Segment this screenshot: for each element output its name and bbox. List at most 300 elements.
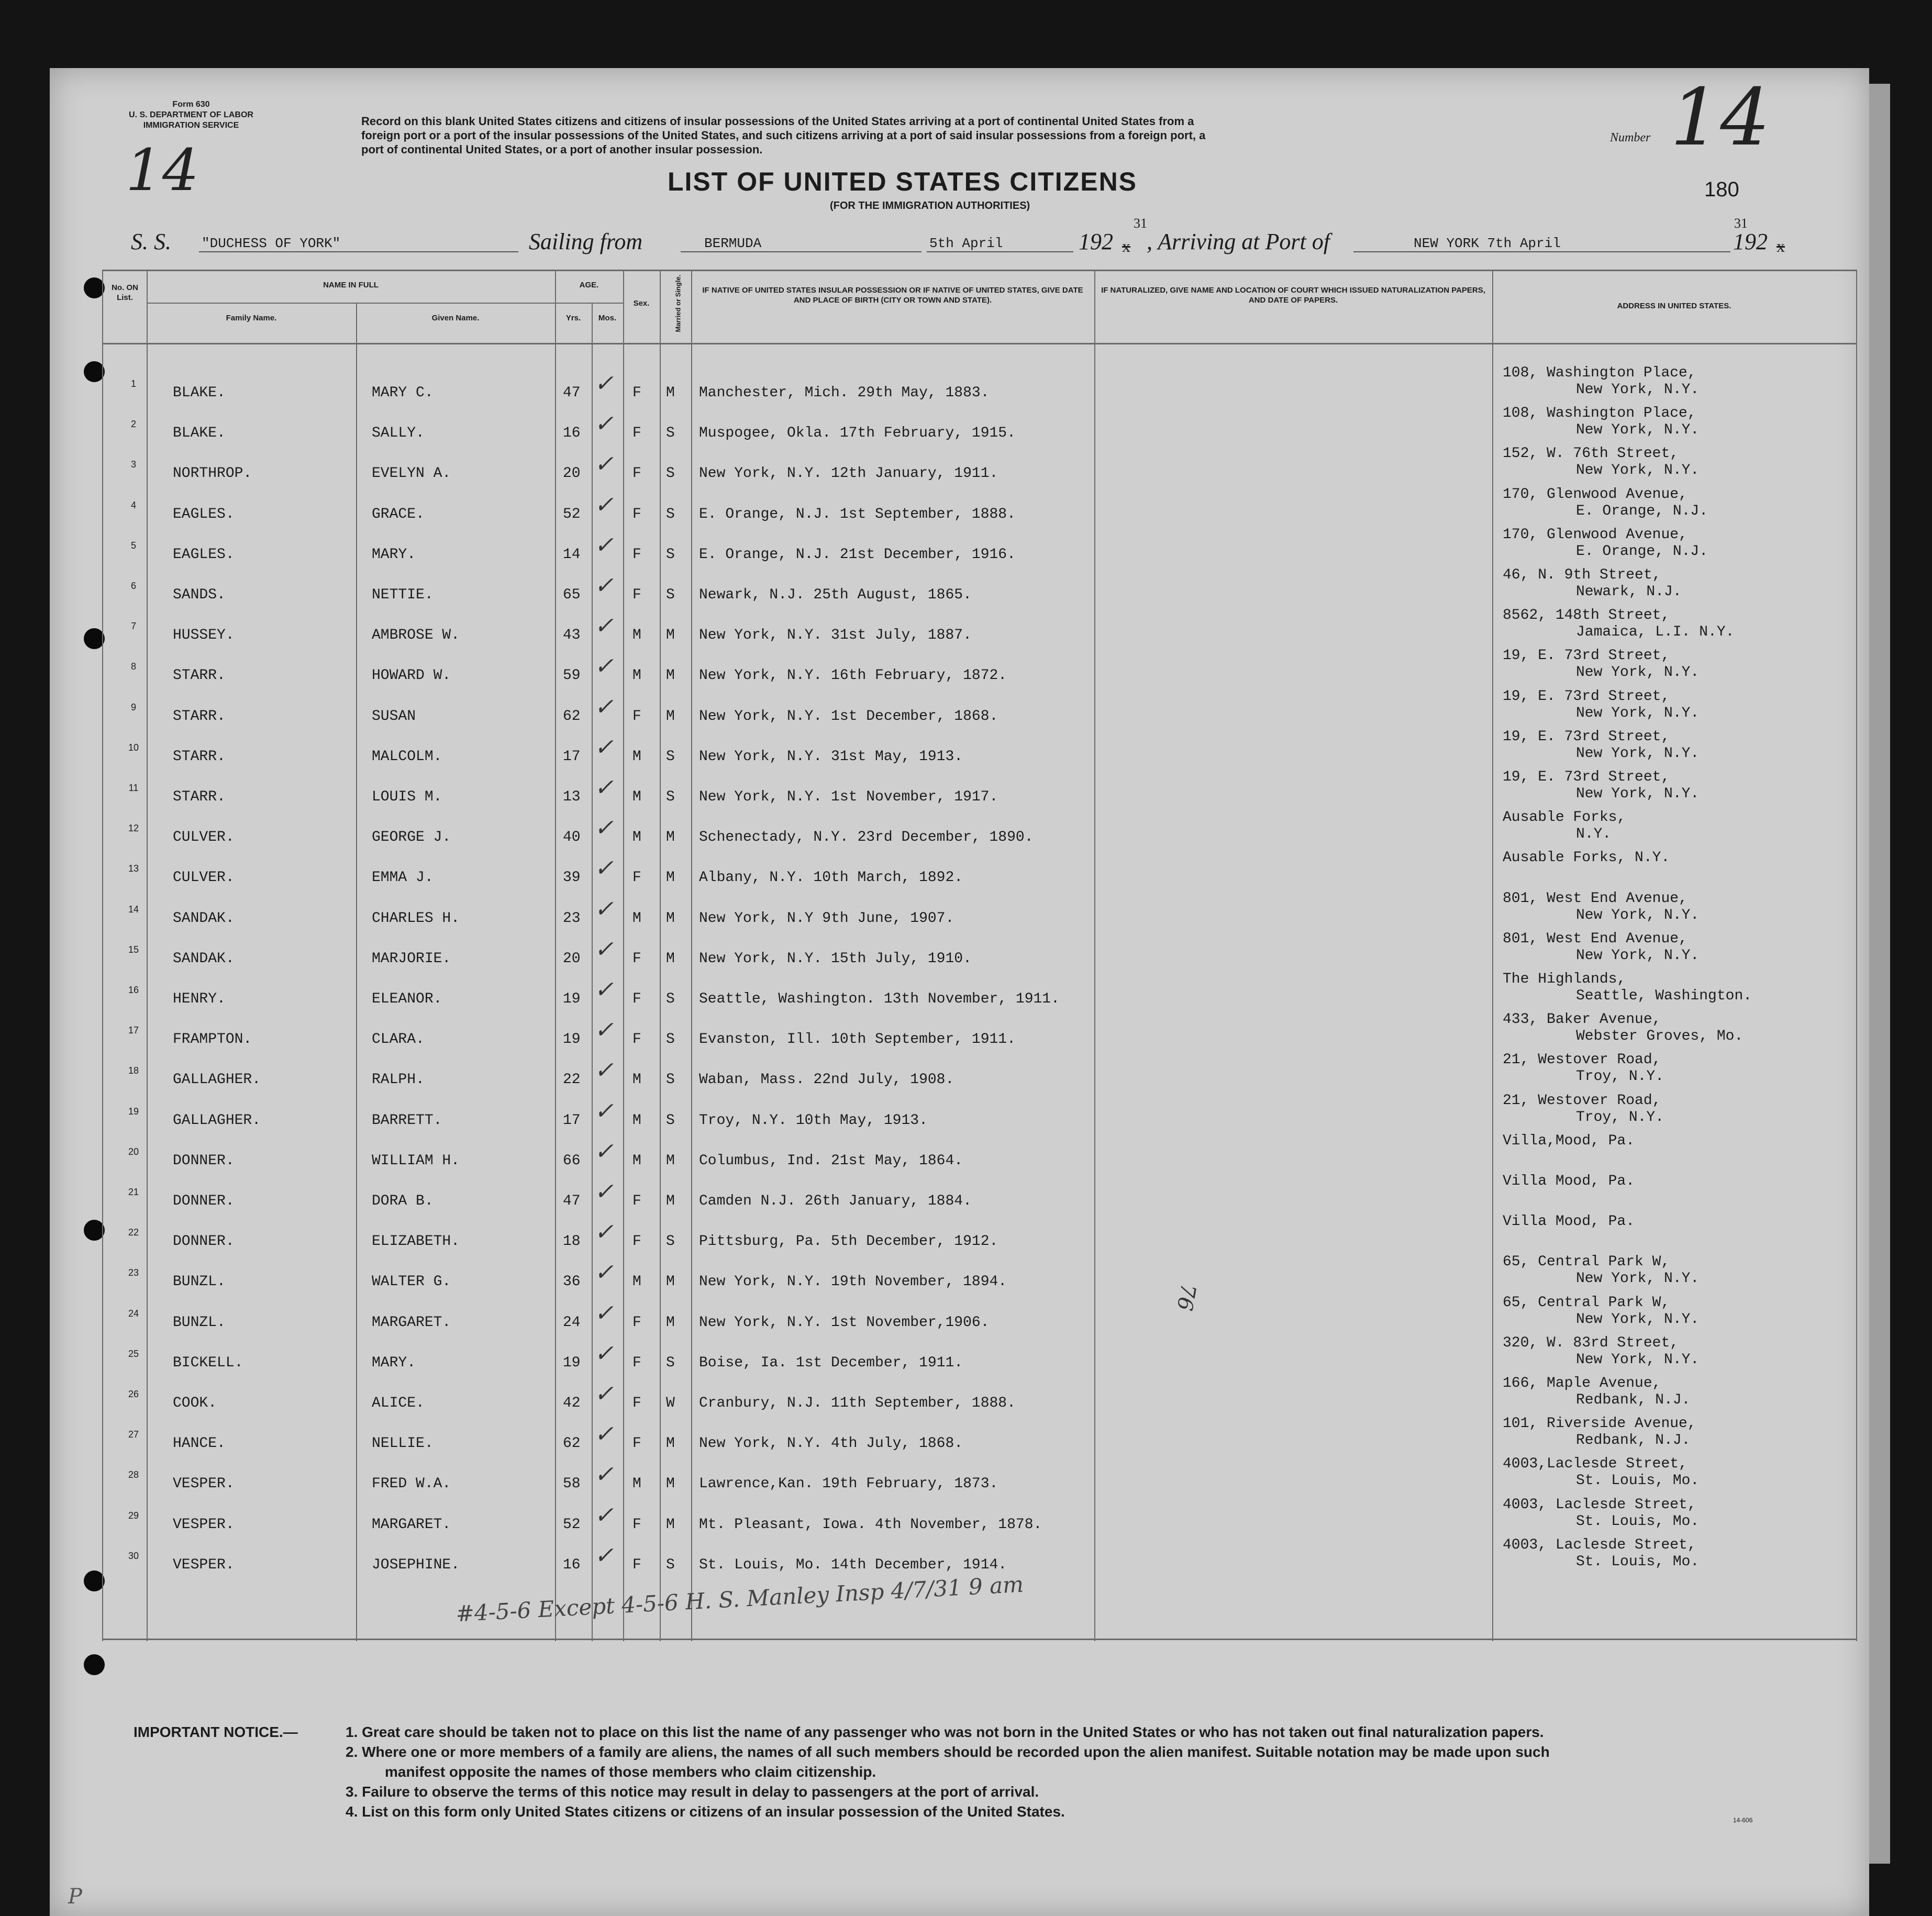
- address-line-1: 19, E. 73rd Street,: [1503, 648, 1670, 664]
- handwritten-number: 14: [1670, 72, 1770, 163]
- notice-item: manifest opposite the names of those members who claim citizenship.: [385, 1764, 876, 1780]
- row-number: 10: [128, 742, 139, 753]
- check-mark-icon: ✓: [594, 451, 614, 477]
- sex: F: [632, 1557, 641, 1573]
- punch-hole: [84, 277, 105, 298]
- family-name: SANDAK.: [173, 910, 235, 927]
- arriving-year: 192: [1733, 229, 1768, 254]
- row-number: 24: [128, 1308, 139, 1319]
- family-name: BUNZL.: [173, 1315, 226, 1331]
- family-name: CULVER.: [173, 870, 235, 886]
- address-line-2: Troy, N.Y.: [1576, 1068, 1664, 1085]
- check-mark-icon: ✓: [594, 1380, 614, 1407]
- address-line-2: New York, N.Y.: [1576, 422, 1700, 438]
- sex: M: [632, 749, 641, 765]
- birth-info: New York, N.Y. 1st November, 1917.: [699, 789, 998, 805]
- given-name: GEORGE J.: [372, 829, 451, 845]
- sex: F: [632, 465, 641, 482]
- sex: F: [632, 1315, 641, 1331]
- sex: F: [632, 1435, 641, 1452]
- age-years: 43: [563, 627, 581, 643]
- sex: F: [632, 385, 641, 401]
- family-name: SANDAK.: [173, 951, 235, 967]
- punch-hole: [84, 1654, 105, 1675]
- marital-status: S: [666, 749, 675, 765]
- birth-info: New York, N.Y. 31st July, 1887.: [699, 627, 972, 643]
- address-line-1: 19, E. 73rd Street,: [1503, 769, 1670, 785]
- check-mark-icon: ✓: [594, 1259, 614, 1286]
- sex: F: [632, 870, 641, 886]
- address-line-1: 46, N. 9th Street,: [1503, 567, 1661, 583]
- sex: F: [632, 425, 641, 441]
- given-name: DORA B.: [372, 1193, 434, 1209]
- given-name: FRED W.A.: [372, 1476, 451, 1492]
- address-line-1: Ausable Forks,: [1503, 809, 1626, 826]
- marital-status: S: [666, 789, 675, 805]
- age-years: 39: [563, 870, 581, 886]
- marital-status: S: [666, 587, 675, 603]
- sex: F: [632, 951, 641, 967]
- birth-info: St. Louis, Mo. 14th December, 1914.: [699, 1557, 1007, 1573]
- sex: F: [632, 991, 641, 1007]
- intro-line: Record on this blank United States citizens and citizens of insular possessions of the United States arriving at a port of continental United States from a: [361, 115, 1194, 128]
- header-yrs: Yrs.: [565, 314, 581, 322]
- given-name: CLARA.: [372, 1031, 425, 1048]
- given-name: MARJORIE.: [372, 951, 451, 967]
- address-line-2: New York, N.Y.: [1576, 745, 1700, 762]
- given-name: HOWARD W.: [372, 667, 451, 684]
- check-mark-icon: ✓: [594, 1421, 614, 1447]
- age-years: 42: [563, 1395, 581, 1411]
- sailing-label: Sailing from: [529, 229, 643, 254]
- marital-status: M: [666, 910, 675, 927]
- arriving-label: , Arriving at Port of: [1147, 229, 1330, 254]
- header-birth: IF NATIVE OF UNITED STATES INSULAR POSSESSION OR IF NATIVE OF UNITED STATES, GIVE DATE AND PLACE OF BIRTH (CITY OR TOWN AND STATE).: [702, 286, 1083, 305]
- row-number: 29: [128, 1510, 139, 1521]
- age-years: 52: [563, 506, 581, 522]
- family-name: EAGLES.: [173, 547, 235, 563]
- table-header-rule: [102, 343, 1856, 344]
- row-number: 12: [128, 823, 139, 833]
- header-given-name: Given Name.: [431, 314, 480, 322]
- marital-status: S: [666, 1112, 675, 1129]
- sex: F: [632, 1395, 641, 1411]
- service: IMMIGRATION SERVICE: [143, 121, 239, 130]
- age-years: 17: [563, 1112, 581, 1129]
- check-mark-icon: ✓: [594, 976, 614, 1003]
- age-years: 58: [563, 1476, 581, 1492]
- birth-info: Mt. Pleasant, Iowa. 4th November, 1878.: [699, 1517, 1042, 1533]
- row-number: 17: [128, 1025, 139, 1035]
- marital-status: S: [666, 1557, 675, 1573]
- header-name-full: NAME IN FULL: [323, 281, 379, 289]
- address-line-1: 166, Maple Avenue,: [1503, 1375, 1661, 1391]
- family-name: DONNER.: [173, 1153, 235, 1169]
- address-line-1: Villa,Mood, Pa.: [1503, 1133, 1635, 1149]
- row-number: 6: [130, 581, 136, 591]
- family-name: EAGLES.: [173, 506, 235, 522]
- family-name: STARR.: [173, 708, 226, 725]
- address-line-2: New York, N.Y.: [1576, 462, 1700, 478]
- address-line-1: 152, W. 76th Street,: [1503, 445, 1679, 462]
- marital-status: S: [666, 991, 675, 1007]
- row-number: 11: [128, 783, 139, 793]
- row-number: 30: [128, 1551, 139, 1561]
- sex: F: [632, 506, 641, 522]
- marital-status: M: [666, 708, 675, 725]
- sex: F: [632, 1233, 641, 1250]
- address-line-1: 170, Glenwood Avenue,: [1503, 486, 1687, 503]
- sex: M: [632, 829, 641, 845]
- header-sex: Sex.: [633, 299, 650, 308]
- page-subtitle: (FOR THE IMMIGRATION AUTHORITIES): [830, 200, 1030, 211]
- age-years: 20: [563, 465, 581, 482]
- address-line-1: Villa Mood, Pa.: [1503, 1173, 1635, 1189]
- notice-item: 2. Where one or more members of a family are aliens, the names of all such members should be recorded upon the alien manifest. Suitable notation may be made upon such: [346, 1744, 1550, 1760]
- check-mark-icon: ✓: [594, 815, 614, 841]
- address-line-2: New York, N.Y.: [1576, 948, 1700, 964]
- footer-code: 14-606: [1733, 1817, 1753, 1824]
- address-line-1: 4003,Laclesde Street,: [1503, 1456, 1687, 1472]
- address-line-1: 19, E. 73rd Street,: [1503, 729, 1670, 745]
- birth-info: Cranbury, N.J. 11th September, 1888.: [699, 1395, 1016, 1411]
- sex: M: [632, 1153, 641, 1169]
- age-years: 19: [563, 1355, 581, 1371]
- given-name: EMMA J.: [372, 870, 434, 886]
- family-name: VESPER.: [173, 1517, 235, 1533]
- header-age: AGE.: [579, 281, 599, 289]
- notice-item: 1. Great care should be taken not to place on this list the name of any passenger who was not born in the United States or who has not taken out final naturalization papers.: [346, 1724, 1544, 1740]
- marital-status: S: [666, 1355, 675, 1371]
- age-years: 62: [563, 708, 581, 725]
- sailing-year-correction: 31: [1134, 216, 1147, 231]
- marital-status: S: [666, 547, 675, 563]
- marital-status: S: [666, 425, 675, 441]
- marital-status: M: [666, 385, 675, 401]
- sex: F: [632, 1355, 641, 1371]
- sex: F: [632, 1031, 641, 1048]
- address-line-1: 108, Washington Place,: [1503, 405, 1696, 421]
- row-number: 25: [128, 1349, 139, 1359]
- age-years: 62: [563, 1435, 581, 1452]
- birth-info: Camden N.J. 26th January, 1884.: [699, 1193, 972, 1209]
- row-number: 4: [130, 500, 136, 510]
- age-years: 23: [563, 910, 581, 927]
- family-name: STARR.: [173, 749, 226, 765]
- notice-item: 4. List on this form only United States citizens or citizens of an insular possession of the United States.: [346, 1803, 1065, 1820]
- arriving-port: NEW YORK 7th April: [1414, 236, 1561, 251]
- notice-heading: IMPORTANT NOTICE.—: [134, 1724, 298, 1740]
- row-number: 13: [128, 863, 139, 874]
- family-name: GALLAGHER.: [173, 1112, 261, 1129]
- header-family-name: Family Name.: [226, 314, 277, 322]
- header-address: ADDRESS IN UNITED STATES.: [1617, 302, 1731, 310]
- address-line-1: 19, E. 73rd Street,: [1503, 688, 1670, 705]
- family-name: DONNER.: [173, 1233, 235, 1250]
- family-name: HUSSEY.: [173, 627, 235, 643]
- given-name: MARGARET.: [372, 1315, 451, 1331]
- age-years: 52: [563, 1517, 581, 1533]
- given-name: MARY C.: [372, 385, 434, 401]
- address-line-2: E. Orange, N.J.: [1576, 543, 1708, 560]
- given-name: SUSAN: [372, 708, 416, 725]
- form-number: Form 630: [172, 100, 210, 109]
- family-name: VESPER.: [173, 1557, 235, 1573]
- birth-info: Newark, N.J. 25th August, 1865.: [699, 587, 972, 603]
- family-name: FRAMPTON.: [173, 1031, 252, 1048]
- intro-line: port of continental United States, or a port of another insular possession.: [361, 143, 763, 156]
- check-mark-icon: ✓: [594, 653, 614, 679]
- given-name: MALCOLM.: [372, 749, 442, 765]
- marital-status: M: [666, 1315, 675, 1331]
- address-line-2: Jamaica, L.I. N.Y.: [1576, 624, 1735, 640]
- marital-status: M: [666, 1517, 675, 1533]
- given-name: WILLIAM H.: [372, 1153, 460, 1169]
- birth-info: Pittsburg, Pa. 5th December, 1912.: [699, 1233, 998, 1250]
- handwritten-page-number: 14: [126, 137, 199, 204]
- check-mark-icon: ✓: [594, 694, 614, 720]
- check-mark-icon: ✓: [594, 1502, 614, 1529]
- marital-status: M: [666, 951, 675, 967]
- sailing-from: BERMUDA: [704, 236, 762, 251]
- row-number: 18: [128, 1065, 139, 1076]
- age-years: 19: [563, 991, 581, 1007]
- marital-status: M: [666, 870, 675, 886]
- marital-status: S: [666, 1031, 675, 1048]
- stamp-number: 180: [1704, 178, 1739, 201]
- given-name: EVELYN A.: [372, 465, 451, 482]
- age-years: 19: [563, 1031, 581, 1048]
- check-mark-icon: ✓: [594, 1057, 614, 1084]
- notice-item: 3. Failure to observe the terms of this notice may result in delay to passengers at the port of arrival.: [346, 1784, 1039, 1800]
- check-mark-icon: ✓: [594, 936, 614, 963]
- given-name: MARY.: [372, 1355, 416, 1371]
- address-line-2: Redbank, N.J.: [1576, 1392, 1691, 1408]
- address-line-1: 65, Central Park W,: [1503, 1254, 1670, 1270]
- birth-info: Seattle, Washington. 13th November, 1911.: [699, 991, 1060, 1007]
- marital-status: M: [666, 627, 675, 643]
- punch-hole: [84, 1220, 105, 1241]
- check-mark-icon: ✓: [594, 1542, 614, 1569]
- birth-info: New York, N.Y. 1st November,1906.: [699, 1315, 990, 1331]
- address-line-2: Webster Groves, Mo.: [1576, 1028, 1744, 1044]
- address-line-2: Seattle, Washington.: [1576, 988, 1752, 1004]
- marital-status: M: [666, 1193, 675, 1209]
- birth-info: New York, N.Y. 4th July, 1868.: [699, 1435, 963, 1452]
- age-years: 59: [563, 667, 581, 684]
- family-name: NORTHROP.: [173, 465, 252, 482]
- address-line-1: Ausable Forks, N.Y.: [1503, 850, 1670, 866]
- address-line-1: 433, Baker Avenue,: [1503, 1011, 1661, 1028]
- address-line-1: 65, Central Park W,: [1503, 1295, 1670, 1311]
- birth-info: E. Orange, N.J. 1st September, 1888.: [699, 506, 1016, 522]
- check-mark-icon: ✓: [594, 734, 614, 761]
- check-mark-icon: ✓: [594, 612, 614, 639]
- address-line-2: St. Louis, Mo.: [1576, 1513, 1700, 1530]
- age-years: 65: [563, 587, 581, 603]
- department: U. S. DEPARTMENT OF LABOR: [129, 110, 253, 119]
- address-line-2: New York, N.Y.: [1576, 1352, 1700, 1368]
- address-line-2: Redbank, N.J.: [1576, 1432, 1691, 1449]
- marital-status: M: [666, 1153, 675, 1169]
- ss-label: S. S.: [131, 229, 171, 254]
- age-years: 20: [563, 951, 581, 967]
- family-name: SANDS.: [173, 587, 226, 603]
- age-years: 66: [563, 1153, 581, 1169]
- inspector-signature: #4-5-6 Except 4-5-6 H. S. Manley Insp 4/7/31 9 am: [455, 1571, 1025, 1627]
- punch-hole: [84, 628, 105, 649]
- sex: M: [632, 789, 641, 805]
- marital-status: M: [666, 667, 675, 684]
- table-bottom-rule: [102, 1639, 1856, 1640]
- row-number: 19: [128, 1106, 139, 1117]
- family-name: BUNZL.: [173, 1274, 226, 1290]
- marital-status: S: [666, 1072, 675, 1088]
- address-line-1: 801, West End Avenue,: [1503, 931, 1687, 947]
- given-name: NETTIE.: [372, 587, 434, 603]
- corner-mark: P: [68, 1885, 82, 1909]
- given-name: SALLY.: [372, 425, 425, 441]
- family-name: BLAKE.: [173, 425, 226, 441]
- row-number: 21: [128, 1187, 139, 1197]
- address-line-2: New York, N.Y.: [1576, 1271, 1700, 1287]
- age-years: 47: [563, 385, 581, 401]
- family-name: DONNER.: [173, 1193, 235, 1209]
- row-number: 20: [128, 1146, 139, 1157]
- row-number: 14: [128, 904, 139, 915]
- sailing-date: 5th April: [929, 236, 1003, 251]
- birth-info: Evanston, Ill. 10th September, 1911.: [699, 1031, 1016, 1048]
- header-no: No. ON List.: [112, 283, 138, 302]
- header-mos: Mos.: [598, 314, 617, 322]
- sex: M: [632, 1274, 641, 1290]
- marital-status: W: [666, 1395, 675, 1411]
- sex: M: [632, 1112, 641, 1129]
- marital-status: S: [666, 1233, 675, 1250]
- check-mark-icon: ✓: [594, 1340, 614, 1367]
- birth-info: Albany, N.Y. 10th March, 1892.: [699, 870, 963, 886]
- family-name: STARR.: [173, 667, 226, 684]
- row-number: 26: [128, 1389, 139, 1399]
- address-line-1: Villa Mood, Pa.: [1503, 1213, 1635, 1230]
- marital-status: S: [666, 465, 675, 482]
- sex: M: [632, 667, 641, 684]
- side-number: 76: [1172, 1282, 1201, 1313]
- row-number: 2: [130, 419, 136, 429]
- marital-status: M: [666, 829, 675, 845]
- address-line-1: 801, West End Avenue,: [1503, 890, 1687, 907]
- address-line-1: 320, W. 83rd Street,: [1503, 1335, 1679, 1351]
- given-name: BARRETT.: [372, 1112, 442, 1129]
- address-line-2: New York, N.Y.: [1576, 786, 1700, 802]
- address-line-1: 21, Westover Road,: [1503, 1052, 1661, 1068]
- row-number: 1: [130, 378, 136, 389]
- address-line-2: New York, N.Y.: [1576, 382, 1700, 398]
- birth-info: New York, N.Y 9th June, 1907.: [699, 910, 954, 927]
- age-years: 47: [563, 1193, 581, 1209]
- row-number: 3: [130, 459, 136, 470]
- age-years: 40: [563, 829, 581, 845]
- birth-info: Boise, Ia. 1st December, 1911.: [699, 1355, 963, 1371]
- check-mark-icon: ✓: [594, 1178, 614, 1205]
- address-line-1: 4003, Laclesde Street,: [1503, 1537, 1696, 1553]
- given-name: LOUIS M.: [372, 789, 442, 805]
- family-name: HANCE.: [173, 1435, 226, 1452]
- check-mark-icon: ✓: [594, 896, 614, 922]
- given-name: CHARLES H.: [372, 910, 460, 927]
- age-years: 24: [563, 1315, 581, 1331]
- given-name: WALTER G.: [372, 1274, 451, 1290]
- address-line-1: 108, Washington Place,: [1503, 365, 1696, 381]
- row-number: 9: [130, 702, 136, 712]
- check-mark-icon: ✓: [594, 1461, 614, 1488]
- header-naturalized: IF NATURALIZED, GIVE NAME AND LOCATION OF COURT WHICH ISSUED NATURALIZATION PAPERS, AND DATE OF PAPERS.: [1101, 286, 1485, 305]
- age-years: 16: [563, 425, 581, 441]
- birth-info: Waban, Mass. 22nd July, 1908.: [699, 1072, 954, 1088]
- address-line-2: Newark, N.J.: [1576, 584, 1682, 600]
- given-name: ELIZABETH.: [372, 1233, 460, 1250]
- birth-info: New York, N.Y. 12th January, 1911.: [699, 465, 998, 482]
- row-number: 28: [128, 1469, 139, 1480]
- birth-info: New York, N.Y. 16th February, 1872.: [699, 667, 1007, 684]
- family-name: VESPER.: [173, 1476, 235, 1492]
- birth-info: Columbus, Ind. 21st May, 1864.: [699, 1153, 963, 1169]
- address-line-2: St. Louis, Mo.: [1576, 1473, 1700, 1489]
- address-line-2: New York, N.Y.: [1576, 1311, 1700, 1328]
- given-name: GRACE.: [372, 506, 425, 522]
- check-mark-icon: ✓: [594, 1138, 614, 1165]
- address-line-2: St. Louis, Mo.: [1576, 1554, 1700, 1570]
- family-name: STARR.: [173, 789, 226, 805]
- ship-name: "DUCHESS OF YORK": [202, 236, 341, 251]
- family-name: BICKELL.: [173, 1355, 243, 1371]
- sex: F: [632, 1517, 641, 1533]
- address-line-1: 101, Riverside Avenue,: [1503, 1416, 1696, 1432]
- sex: F: [632, 587, 641, 603]
- row-number: 8: [130, 661, 136, 672]
- arriving-year-struck: x: [1776, 237, 1785, 255]
- sex: F: [632, 1193, 641, 1209]
- birth-info: Schenectady, N.Y. 23rd December, 1890.: [699, 829, 1034, 845]
- sex: M: [632, 1072, 641, 1088]
- table-top-rule: [102, 270, 1856, 271]
- age-years: 18: [563, 1233, 581, 1250]
- birth-info: New York, N.Y. 19th November, 1894.: [699, 1274, 1007, 1290]
- marital-status: S: [666, 506, 675, 522]
- birth-info: New York, N.Y. 1st December, 1868.: [699, 708, 998, 725]
- address-line-2: New York, N.Y.: [1576, 664, 1700, 681]
- sex: M: [632, 627, 641, 643]
- birth-info: New York, N.Y. 15th July, 1910.: [699, 951, 972, 967]
- family-name: CULVER.: [173, 829, 235, 845]
- sex: M: [632, 910, 641, 927]
- given-name: ALICE.: [372, 1395, 425, 1411]
- family-name: HENRY.: [173, 991, 226, 1007]
- given-name: ELEANOR.: [372, 991, 442, 1007]
- address-line-1: 8562, 148th Street,: [1503, 607, 1670, 623]
- sex: M: [632, 1476, 641, 1492]
- birth-info: Troy, N.Y. 10th May, 1913.: [699, 1112, 928, 1129]
- check-mark-icon: ✓: [594, 1219, 614, 1245]
- address-line-2: N.Y.: [1576, 826, 1612, 842]
- punch-hole: [84, 361, 105, 382]
- birth-info: Manchester, Mich. 29th May, 1883.: [699, 385, 990, 401]
- row-number: 16: [128, 985, 139, 995]
- row-number: 23: [128, 1267, 139, 1278]
- sailing-year: 192: [1079, 229, 1113, 254]
- row-number: 27: [128, 1429, 139, 1440]
- punch-hole: [84, 1570, 105, 1591]
